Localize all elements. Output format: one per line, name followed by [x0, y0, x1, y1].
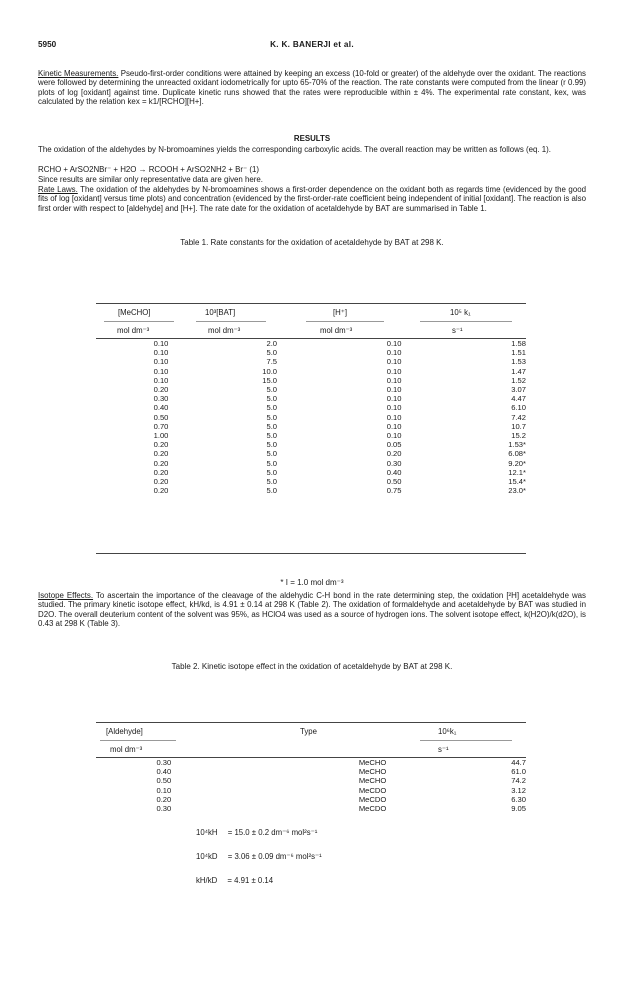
table-row	[96, 795, 526, 804]
table-row	[96, 367, 526, 376]
table1-header-h: [H⁺]	[333, 308, 348, 317]
table-row	[96, 440, 526, 449]
table-row	[96, 376, 526, 385]
table-cell: 0.10	[386, 431, 402, 441]
table-cell: 0.10	[386, 339, 402, 348]
table-cell: 7.42	[511, 412, 526, 422]
table-row	[96, 339, 526, 348]
table-cell: 0.20	[153, 486, 169, 496]
table2-caption: Table 2. Kinetic isotope effect in the oxidation of acetaldehyde by BAT at 298 K.	[171, 662, 453, 671]
table1-sub-rule-2	[196, 321, 266, 322]
table-cell: 6.10	[511, 403, 526, 413]
table-cell: 5.0	[266, 385, 278, 395]
table-row	[96, 431, 526, 440]
results-text: The oxidation of the aldehydes by N-bromoamines yields the corresponding carboxylic acids. The overall reaction may be written as follows (eq. 1).	[38, 145, 551, 154]
table-cell: 1.58	[511, 339, 526, 348]
table-cell: 0.10	[156, 785, 172, 795]
table-row	[96, 767, 526, 776]
page-number: 5950	[38, 40, 57, 49]
table-cell: 1.53	[511, 357, 526, 367]
table-cell: 5.0	[266, 477, 278, 487]
table-cell: 5.0	[266, 440, 278, 450]
table-cell: MeCHO	[358, 767, 387, 777]
table-row	[96, 403, 526, 412]
table-cell: MeCDO	[358, 785, 387, 795]
table-cell: 15.0	[262, 375, 278, 385]
table-row	[96, 804, 526, 813]
table-cell: 5.0	[266, 412, 278, 422]
table-cell: 0.10	[386, 348, 402, 358]
isotope-paragraph	[38, 591, 586, 629]
table-cell: 0.20	[153, 440, 169, 450]
table2-sub-rule-1	[100, 740, 176, 741]
table-row	[96, 394, 526, 403]
eq-ratio-lhs: kH/kD	[196, 876, 218, 885]
table-row	[96, 486, 526, 495]
table1-bottom-rule	[96, 553, 526, 554]
table-cell: 0.20	[153, 477, 169, 487]
results-note: Since results are similar only representative data are given here.	[38, 175, 263, 184]
table-cell: 0.10	[386, 421, 402, 431]
table-cell: 0.75	[386, 486, 402, 496]
table-cell: 0.10	[386, 394, 402, 404]
table-cell: 0.70	[153, 421, 169, 431]
table-cell: 0.10	[386, 366, 402, 376]
eq-kd-lhs: 10⁴kD	[196, 852, 218, 861]
reaction-equation: RCHO + ArSO2NBr⁻ + H2O → RCOOH + ArSO2NH2 + Br⁻ (1)	[38, 165, 259, 174]
table2-eq-kh	[196, 828, 317, 837]
table1-footnote: * I = 1.0 mol dm⁻³	[280, 578, 344, 587]
table-row	[96, 422, 526, 431]
isotope-heading: Isotope Effects.	[38, 591, 94, 600]
table-cell: 0.10	[386, 403, 402, 413]
eq-ratio-rhs: = 4.91 ± 0.14	[227, 876, 274, 885]
table-cell: MeCHO	[358, 776, 387, 786]
kinetic-heading: Kinetic Measurements.	[38, 69, 119, 78]
table-cell: 0.20	[156, 794, 172, 804]
table-cell: 0.30	[156, 758, 172, 767]
table-cell: 0.40	[386, 467, 402, 477]
table1-sub-rule-3	[306, 321, 384, 322]
table1-header-bat: 10³[BAT]	[205, 308, 236, 317]
table2-header-type: Type	[300, 727, 317, 736]
table2-eq-ratio	[196, 876, 273, 885]
rate-laws-text: The oxidation of the aldehydes by N-bromoamines shows a first-order dependence on the oxidant both as regards time (evidenced by the good fits of log [oxidant] versus time plots) and concentration (evidenced by the first-order-rate coefficient being independent of initial [oxidant]. The reaction is also first order with respect to [aldehyde] and [H+]. The rate date for the oxidation of acetaldehyde by BAT are summarised in Table 1.	[38, 185, 586, 213]
table-cell: 4.47	[511, 394, 526, 404]
table-cell: 0.50	[153, 412, 169, 422]
table-cell: 0.30	[156, 804, 172, 814]
table-cell: 74.2	[511, 776, 526, 786]
table2-body	[96, 758, 526, 813]
table2-eq-kd	[196, 852, 322, 861]
eq-kh-rhs: = 15.0 ± 0.2 dm⁻⁶ mol²s⁻¹	[227, 828, 318, 837]
table-row	[96, 758, 526, 767]
table-cell: 0.10	[386, 412, 402, 422]
table-row	[96, 357, 526, 366]
table-cell: 5.0	[266, 431, 278, 441]
table-row	[96, 348, 526, 357]
table-cell: 3.12	[511, 785, 526, 795]
table-cell: 0.20	[153, 385, 169, 395]
table1-sub-rule-4	[420, 321, 512, 322]
table-cell: 1.51	[511, 348, 526, 358]
table-cell: 0.50	[156, 776, 172, 786]
table-row	[96, 477, 526, 486]
table1-unit-2: mol dm⁻³	[208, 326, 241, 335]
table-cell: 0.10	[386, 357, 402, 367]
table-cell: 0.20	[153, 449, 169, 459]
table-cell: 23.0*	[508, 486, 526, 496]
table-cell: 9.05	[511, 804, 526, 814]
table-cell: 15.4*	[508, 477, 526, 487]
table1-top-rule	[96, 303, 526, 304]
table-row	[96, 786, 526, 795]
table1-body	[96, 339, 526, 495]
table-cell: 12.1*	[508, 467, 526, 477]
table1-unit-3: mol dm⁻³	[320, 326, 353, 335]
rate-laws-heading: Rate Laws.	[38, 185, 78, 194]
table-cell: 3.07	[511, 385, 526, 395]
table-cell: MeCDO	[358, 794, 387, 804]
table-cell: 0.10	[153, 348, 169, 358]
table-cell: 61.0	[511, 767, 526, 777]
table-cell: 5.0	[266, 348, 278, 358]
eq-kd-rhs: = 3.06 ± 0.09 dm⁻⁶ mol²s⁻¹	[227, 852, 322, 861]
table-cell: 0.10	[386, 385, 402, 395]
table-cell: MeCDO	[358, 804, 387, 814]
table-row	[96, 413, 526, 422]
eq-kh-lhs: 10⁴kH	[196, 828, 218, 837]
table-cell: 5.0	[266, 458, 278, 468]
table-cell: 0.10	[153, 339, 169, 348]
rate-laws-paragraph	[38, 185, 586, 213]
table2-unit-1: mol dm⁻³	[110, 745, 143, 754]
table-cell: 1.52	[511, 375, 526, 385]
table-cell: 0.40	[156, 767, 172, 777]
table-cell: 5.0	[266, 449, 278, 459]
table-cell: 0.20	[153, 467, 169, 477]
table1-caption: Table 1. Rate constants for the oxidation of acetaldehyde by BAT at 298 K.	[180, 238, 444, 247]
table-row	[96, 776, 526, 785]
table-cell: MeCHO	[358, 758, 387, 767]
table1-header-k1: 10⁵ k₁	[450, 308, 471, 317]
table-cell: 0.40	[153, 403, 169, 413]
table1-header-mecho: [MeCHO]	[118, 308, 151, 317]
table-cell: 0.20	[386, 449, 402, 459]
table-cell: 2.0	[266, 339, 278, 348]
table-cell: 15.2	[511, 431, 526, 441]
table-cell: 0.20	[153, 458, 169, 468]
table-cell: 1.00	[153, 431, 169, 441]
table-cell: 9.20*	[508, 458, 526, 468]
author-line: K. K. BANERJI et al.	[270, 40, 354, 49]
table2-top-rule	[96, 722, 526, 723]
table-cell: 1.53*	[508, 440, 526, 450]
isotope-text: To ascertain the importance of the cleavage of the aldehydic C-H bond in the rate determining step, the oxidation [²H] acetaldehyde was studied. The primary kinetic isotope effect, kH/kd, is 4.91 ± 0.14 at 298 K (Table 2). The oxidation of formaldehyde and acetaldehyde by BAT was studied in D2O. The overall deuterium content of the solvent was 95%, as HClO4 was used as a source of hydrogen ions. The solvent isotope effect, k(H2O)/k(d2O), is 0.43 at 298 K (Table 3).	[38, 591, 586, 629]
table-row	[96, 449, 526, 458]
table-cell: 6.30	[511, 794, 526, 804]
table-row	[96, 385, 526, 394]
table2-sub-rule-3	[420, 740, 512, 741]
table1-unit-4: s⁻¹	[452, 326, 463, 335]
table-cell: 5.0	[266, 421, 278, 431]
table-cell: 0.05	[386, 440, 402, 450]
table-cell: 0.10	[386, 375, 402, 385]
table-cell: 44.7	[511, 758, 526, 767]
table-cell: 0.10	[153, 357, 169, 367]
table-cell: 0.30	[386, 458, 402, 468]
results-heading: RESULTS	[293, 134, 331, 143]
table-cell: 5.0	[266, 394, 278, 404]
table-cell: 10.7	[511, 421, 526, 431]
table-cell: 0.30	[153, 394, 169, 404]
table-cell: 6.08*	[508, 449, 526, 459]
kinetic-measurements-paragraph	[38, 69, 586, 107]
table1-unit-1: mol dm⁻³	[117, 326, 150, 335]
table-cell: 5.0	[266, 486, 278, 496]
table2-unit-3: s⁻¹	[438, 745, 449, 754]
kinetic-text: Pseudo-first-order conditions were attained by keeping an excess (10-fold or greater) of the aldehyde over the oxidant. The reactions were followed by determining the unreacted oxidant iodometrically for upto 65-70% of the reaction. The rate constants were computed from the linear (r 0.99) plots of log [oxidant] against time. Duplicate kinetic runs showed that the rates were reproducible within ± 4%. The experimental rate constant, kex, was calculated by the relation kex = k1/[RCHO][H+].	[38, 69, 586, 107]
table2-header-aldehyde: [Aldehyde]	[106, 727, 143, 736]
table-cell: 0.50	[386, 477, 402, 487]
table-cell: 10.0	[262, 366, 278, 376]
table2-header-k1: 10⁶k₁	[438, 727, 457, 736]
table-cell: 0.10	[153, 366, 169, 376]
table-cell: 1.47	[511, 366, 526, 376]
table-cell: 7.5	[266, 357, 278, 367]
table-row	[96, 459, 526, 468]
table1-sub-rule-1	[104, 321, 174, 322]
table-cell: 5.0	[266, 467, 278, 477]
table-cell: 0.10	[153, 375, 169, 385]
table-cell: 5.0	[266, 403, 278, 413]
table-row	[96, 468, 526, 477]
